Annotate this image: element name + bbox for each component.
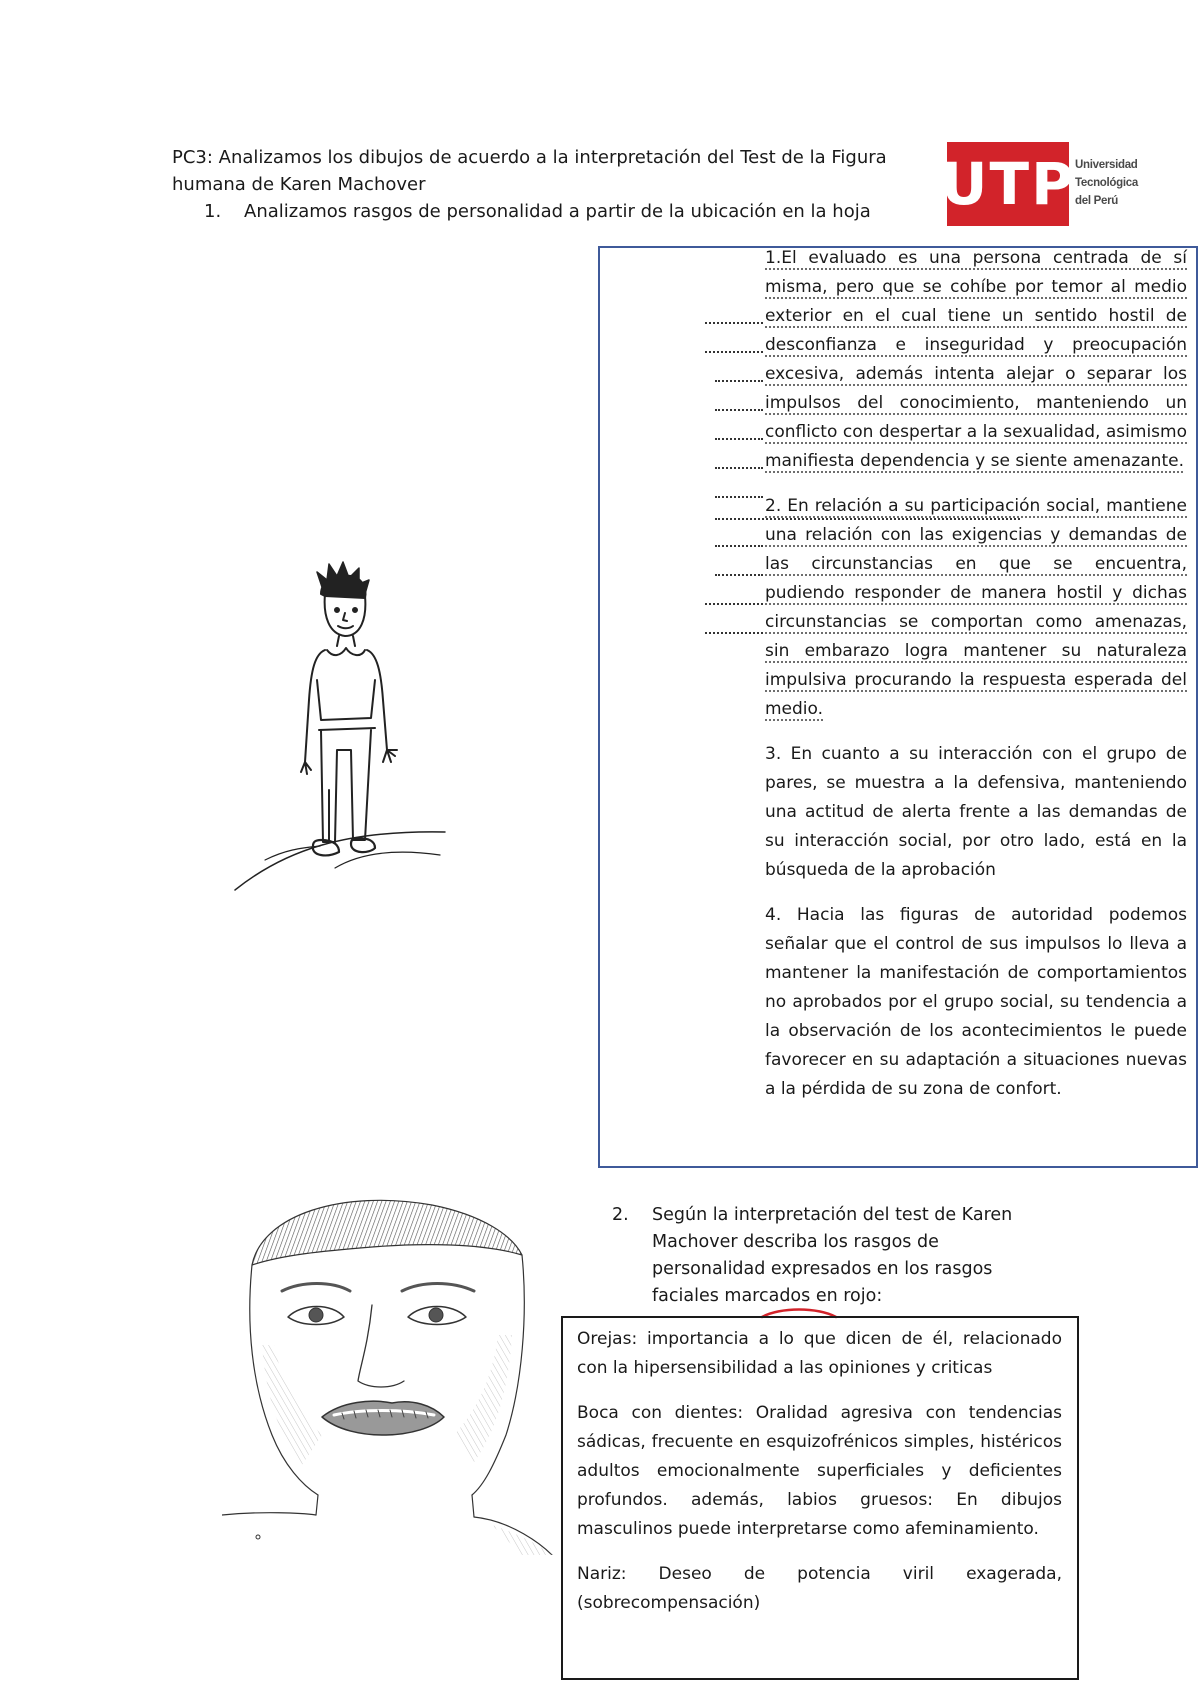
question-2 bbox=[612, 1202, 1032, 1310]
logo-line-2: Tecnológica bbox=[1075, 177, 1138, 189]
dotted-leader bbox=[715, 518, 1020, 520]
logo-letter-p: P bbox=[1031, 150, 1076, 218]
dotted-leader bbox=[715, 574, 763, 576]
dotted-leader bbox=[715, 438, 763, 440]
dotted-leader bbox=[705, 603, 763, 605]
face-drawing bbox=[222, 1195, 562, 1555]
question-2-number: 2. bbox=[612, 1205, 629, 1225]
dotted-leader bbox=[715, 545, 763, 547]
dotted-leader bbox=[715, 496, 763, 498]
answer-paragraph-boca: Boca con dientes: Oralidad agresiva con tendencias sádicas, frecuente en esquizofrénicos simples, histéricos adultos emocionalmente superficiales y deficientes profundos. además, labios gruesos: En dibujos masculinos puede interpretarse como afeminamiento. bbox=[577, 1403, 1062, 1539]
dotted-leader bbox=[705, 322, 763, 324]
utp-logo-wordmark bbox=[1075, 156, 1145, 210]
analysis-paragraph-1: 1.El evaluado es una persona centrada de sí misma, pero que se cohíbe por temor al medio exterior en el cual tiene un sentido hostil de desconfianza e inseguridad y preocupación excesiva, además intenta alejar o separar los impulsos del conocimiento, manteniendo un conflicto con despertar a la sexualidad, asimismo manifiesta dependencia y se siente amenazante. bbox=[765, 248, 1187, 471]
section-1-text: Analizamos rasgos de personalidad a partir de la ubicación en la hoja bbox=[244, 201, 871, 222]
analysis-paragraph-3: 3. En cuanto a su interacción con el grupo de pares, se muestra a la defensiva, manteniendo una actitud de alerta frente a las demandas de su interacción social, por otro lado, está en la búsqueda de la aprobación bbox=[765, 744, 1187, 880]
answer-paragraph-nariz: Nariz: Deseo de potencia viril exagerada, (sobrecompensación) bbox=[577, 1564, 1062, 1613]
dotted-leader bbox=[705, 351, 763, 353]
human-figure-drawing bbox=[225, 550, 455, 900]
utp-logo-mark bbox=[940, 142, 1076, 226]
dotted-leader bbox=[715, 467, 763, 469]
analysis-paragraph-2: 2. En relación a su participación social, mantiene una relación con las exigencias y demandas de las circunstancias en que se encuentra, pudiendo responder de manera hostil y dichas circunstancias se comportan como amenazas, sin embarazo logra mantener su naturaleza impulsiva procurando la respuesta esperada del medio. bbox=[765, 496, 1187, 719]
logo-letter-t: T bbox=[989, 150, 1032, 218]
logo-line-1: Universidad bbox=[1075, 159, 1138, 171]
dotted-leader bbox=[715, 409, 763, 411]
answer-box-2-text bbox=[577, 1325, 1062, 1634]
logo-line-3: del Perú bbox=[1075, 195, 1118, 207]
section-1-heading bbox=[204, 198, 904, 225]
section-1-number: 1. bbox=[204, 201, 222, 222]
logo-letter-u: U bbox=[940, 150, 990, 218]
dotted-leader bbox=[705, 632, 763, 634]
dotted-leader bbox=[715, 380, 763, 382]
question-2-text: Según la interpretación del test de Karen Machover describa los rasgos de personalidad expresados en los rasgos faciales marcados en rojo: bbox=[652, 1205, 1013, 1306]
utp-logo bbox=[940, 142, 1138, 226]
analysis-box-1-text bbox=[765, 244, 1187, 1120]
answer-paragraph-orejas: Orejas: importancia a lo que dicen de él, relacionado con la hipersensibilidad a las opiniones y criticas bbox=[577, 1329, 1062, 1378]
page-title: PC3: Analizamos los dibujos de acuerdo a la interpretación del Test de la Figura humana de Karen Machover bbox=[172, 147, 887, 195]
analysis-paragraph-4: 4. Hacia las figuras de autoridad podemos señalar que el control de sus impulsos lo lleva a mantener la manifestación de comportamientos no aprobados por el grupo social, su tendencia a la observación de los acontecimientos le puede favorecer en su adaptación a situaciones nuevas a la pérdida de su zona de confort. bbox=[765, 905, 1187, 1099]
